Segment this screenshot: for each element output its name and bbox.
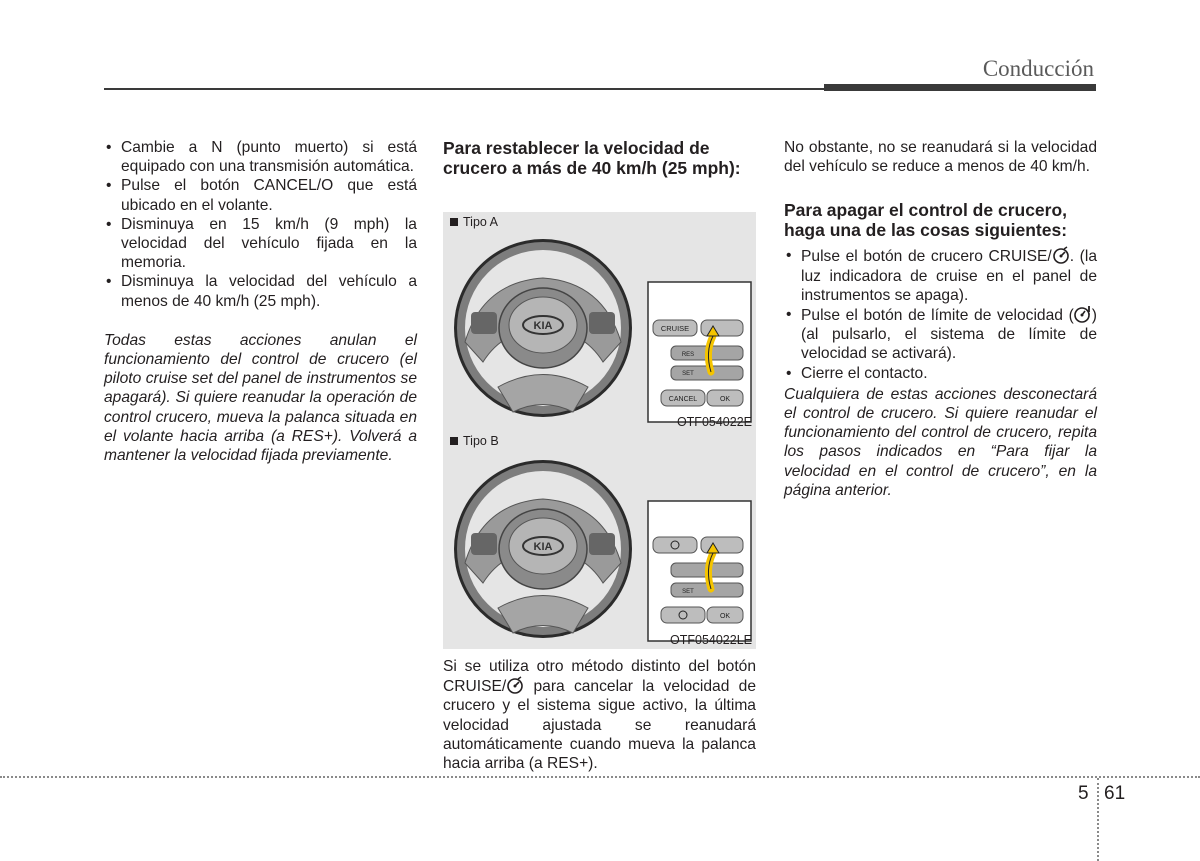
figure-code: OTF054022LE [670,633,752,647]
column-right [784,138,1097,500]
list-item: • Cierre el contacto. [784,364,1097,383]
resume-paragraph: Si se utiliza otro método distinto del botón CRUISE/ para cancelar la velocidad de crucero y el sistema sigue activo, la última velocidad ajustada se reanudará automáticamente cuando mueva la palanca hacia arriba (a RES+). [443,658,756,773]
column-left [104,138,417,465]
header-rule [104,88,824,90]
cruise-button-label: CRUISE [660,324,690,333]
steering-wheel-illustration [443,212,756,431]
steering-wheel-figure-type-a [443,212,756,431]
section-title: Conducción [982,56,1094,81]
resume-heading: Para restablecer la velocidad de crucero a más de 40 km/h (25 mph): [443,138,741,178]
steering-wheel-illustration [443,431,756,649]
list-item: • Pulse el botón CANCEL/O que está ubicado en el volante. [104,176,417,214]
steering-wheel-figure-type-b [443,431,756,649]
ok-button-label: OK [719,613,731,620]
list-item: • Disminuya en 15 km/h (9 mph) la velocidad del vehículo fijada en la memoria. [104,215,417,273]
res-button-label: RES [681,352,695,358]
turn-off-note: Cualquiera de estas acciones desconectará el control de crucero. Si quiere reanudar el funcionamiento del control de crucero, repita los pasos indicados en “Para fijar la velocidad en el control de crucero”, en la página anterior. [784,385,1097,499]
kia-logo-text: KIA [533,320,553,332]
page-number-divider [1097,778,1099,861]
set-button-label: SET [682,589,694,595]
cruise-speedometer-icon [1052,246,1070,264]
resume-exception-paragraph: No obstante, no se reanudará si la velocidad del vehículo se reduce a menos de 40 km/h. [784,139,1097,176]
list-item: • Disminuya la velocidad del vehículo a menos de 40 km/h (25 mph). [104,272,417,310]
section-number: 5 [1078,783,1089,804]
turn-off-list [784,246,1097,382]
cancel-conditions-list [104,138,417,311]
turn-off-heading: Para apagar el control de crucero, haga una de las cosas siguientes: [784,200,1068,241]
footer-divider [0,776,1200,778]
kia-logo-text: KIA [533,541,553,553]
list-item: • Pulse el botón de límite de velocidad ( ) (al pulsarlo, el sistema de límite de velocidad se activará). [784,305,1097,364]
speed-limiter-icon [1074,305,1092,323]
page-number: 61 [1104,783,1126,804]
figure-label: Tipo A [450,215,498,229]
list-item: • Cambie a N (punto muerto) si está equipado con una transmisión automática. [104,138,417,176]
column-middle [443,138,756,178]
figure-label: Tipo B [450,434,499,448]
cruise-speedometer-icon [506,676,524,694]
header-rule-accent [824,84,1096,91]
ok-button-label: OK [719,396,731,403]
figure-code: OTF054022E [676,415,752,429]
list-item: • Pulse el botón de crucero CRUISE/ . (la luz indicadora de cruise en el panel de instrumentos se apaga). [784,246,1097,305]
cancel-button-label: CANCEL [668,396,698,403]
set-button-label: SET [682,371,694,377]
cancel-note: Todas estas acciones anulan el funcionamiento del control de crucero (el piloto cruise set del panel de instrumentos se apagará). Si quiere reanudar la operación de control crucero, mueva la palanca situada en el volante hacia arriba (a RES+). Volverá a mantener la velocidad fijada previamente. [104,331,417,465]
